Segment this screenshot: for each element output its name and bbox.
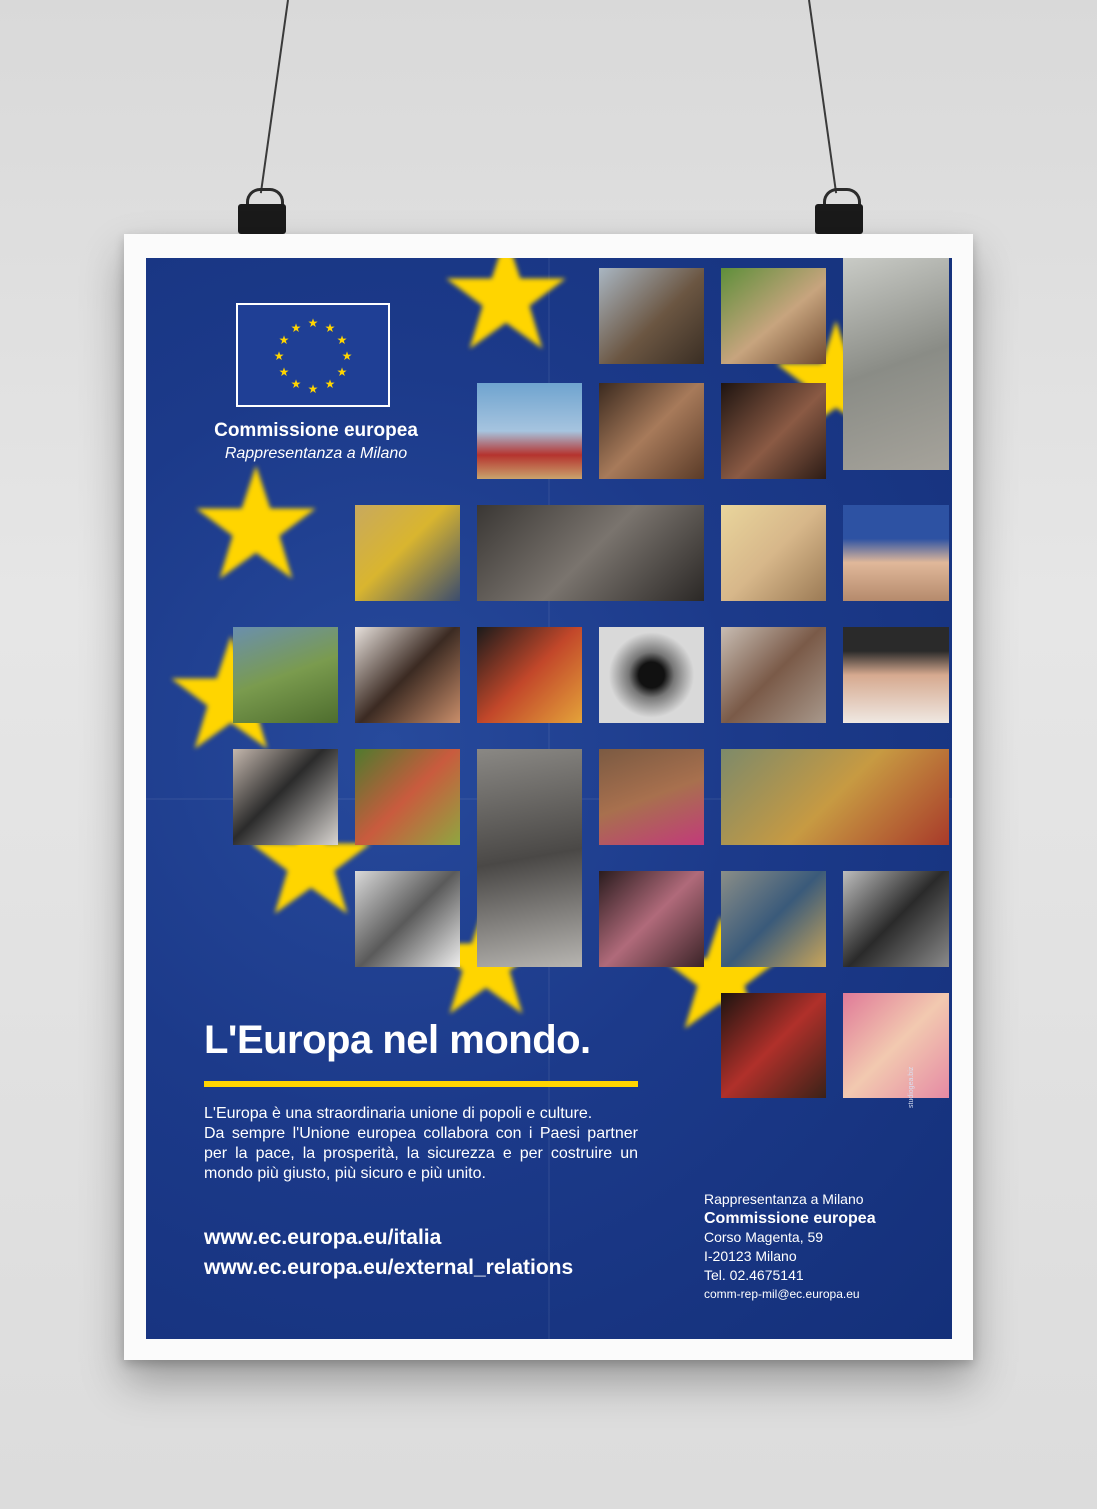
photo-man-with-hat bbox=[599, 383, 704, 479]
photo-woman-portrait bbox=[721, 383, 826, 479]
org-name: Commissione europea bbox=[214, 420, 418, 441]
photo-fisherman bbox=[355, 505, 460, 601]
photo-elderly-man bbox=[599, 268, 704, 364]
design-credit: studiogea.biz bbox=[908, 1066, 915, 1108]
address-street: Corso Magenta, 59 bbox=[704, 1229, 824, 1245]
address-email[interactable]: comm-rep-mil@ec.europa.eu bbox=[704, 1287, 860, 1301]
star-icon bbox=[186, 463, 326, 593]
headline: L'Europa nel mondo. bbox=[204, 1018, 591, 1062]
photo-cyclist bbox=[233, 627, 338, 723]
photo-baby bbox=[843, 993, 949, 1098]
star-icon bbox=[436, 258, 576, 363]
poster-panel bbox=[146, 258, 952, 1339]
binder-clip-left bbox=[238, 188, 286, 234]
poster bbox=[124, 234, 973, 1360]
photo-harvest-couple bbox=[721, 749, 949, 845]
binder-clip-right bbox=[815, 188, 863, 234]
hanging-wire-right bbox=[808, 0, 837, 193]
headline-underline bbox=[204, 1081, 638, 1087]
photo-potter bbox=[477, 505, 704, 601]
photo-girl-curly-hair bbox=[355, 627, 460, 723]
photo-grape-harvest bbox=[355, 749, 460, 845]
photo-football-player bbox=[477, 383, 582, 479]
photo-lab-worker bbox=[599, 871, 704, 967]
photo-basket-weaver bbox=[721, 871, 826, 967]
address-block bbox=[704, 1190, 876, 1304]
photo-blonde-woman bbox=[721, 505, 826, 601]
photo-bearded-man bbox=[233, 749, 338, 845]
address-city: I-20123 Milano bbox=[704, 1248, 797, 1264]
photo-botanist bbox=[721, 268, 826, 364]
photo-smiling-woman bbox=[355, 871, 460, 967]
eu-flag-icon: ★ ★ ★ ★ ★ ★ ★ ★ ★ ★ ★ ★ bbox=[236, 303, 390, 407]
photo-andean-woman bbox=[599, 749, 704, 845]
photo-firefighter bbox=[477, 627, 582, 723]
body-paragraph: Da sempre l'Unione europea collabora con i Paesi partner per la pace, la prosperità, la sicurezza e per costruire un mondo più giusto, più sicuro e più unito. bbox=[204, 1125, 638, 1182]
photo-woman-market bbox=[721, 627, 826, 723]
photo-father-child bbox=[477, 749, 582, 967]
body-text bbox=[204, 1104, 638, 1184]
hanging-wire-left bbox=[260, 0, 289, 193]
body-line: L'Europa è una straordinaria unione di popoli e culture. bbox=[204, 1105, 593, 1122]
address-phone: Tel. 02.4675141 bbox=[704, 1267, 804, 1283]
link-external-relations[interactable]: www.ec.europa.eu/external_relations bbox=[204, 1256, 574, 1279]
org-subtitle: Rappresentanza a Milano bbox=[224, 445, 408, 462]
link-italia[interactable]: www.ec.europa.eu/italia bbox=[204, 1226, 442, 1249]
photo-man-with-cap bbox=[843, 627, 949, 723]
address-org: Commissione europea bbox=[704, 1210, 876, 1227]
photo-singer bbox=[721, 993, 826, 1098]
photo-camera-lens bbox=[599, 627, 704, 723]
photo-children-group bbox=[843, 871, 949, 967]
photo-graduate-child bbox=[843, 505, 949, 601]
address-line: Rappresentanza a Milano bbox=[704, 1191, 864, 1207]
photo-surgeon bbox=[843, 258, 949, 470]
